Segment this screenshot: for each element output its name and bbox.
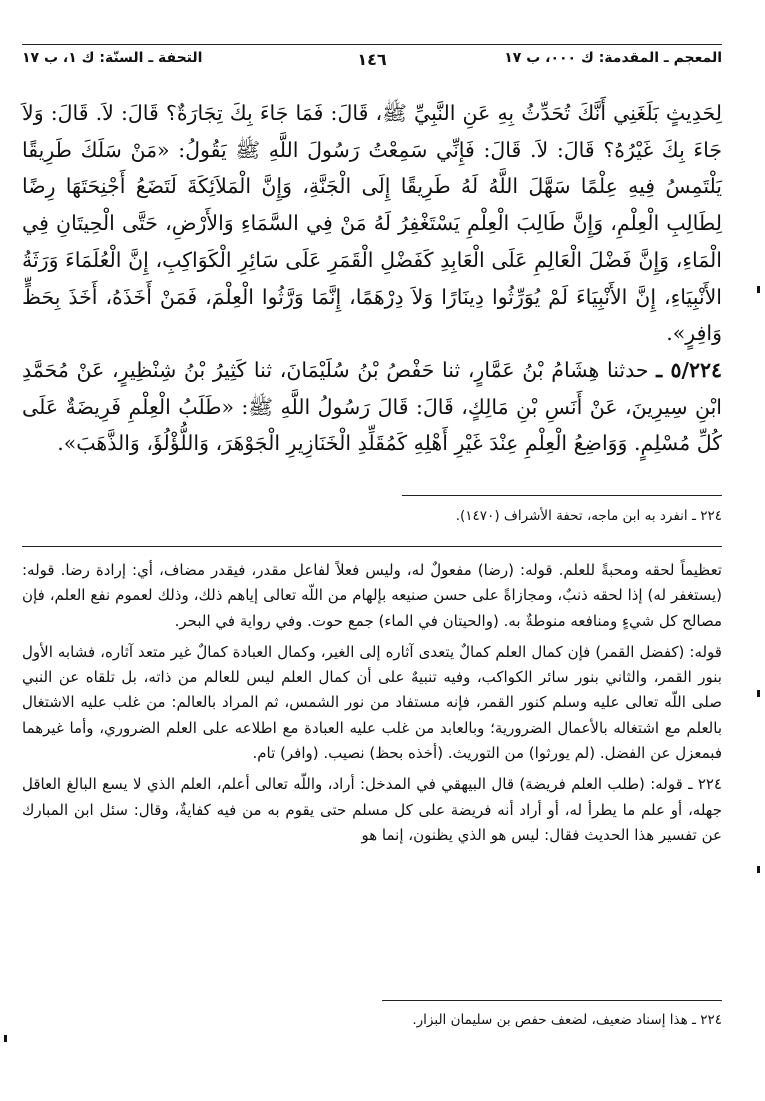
header-reference-right: المعجم ـ المقدمة: ك ٠٠٠، ب ١٧	[504, 50, 722, 66]
commentary-footnote-divider	[382, 1000, 722, 1001]
commentary-paragraph-2	[22, 640, 722, 766]
commentary-divider	[22, 546, 722, 547]
commentary-line: تعالى إياهم ذلك، وذلك لعموم نفع العلم، فإن مصالح كل شيءٍ ومنافعه منوطةٌ به. (والحيتان في	[22, 586, 722, 630]
hadith-paragraph-2-text: حدثنا هِشَامُ بْنُ عَمَّارٍ، ثنا حَفْصُ بْنُ سُلَيْمَانَ، ثنا كَثِيرُ بْنُ شِنْظِيرٍ، عَنْ مُحَمَّدِ ابْنِ سِيرِينَ، عَنْ أَنَسِ بْنِ مَالِكٍ، قَالَ: قَالَ رَسُولُ اللَّهِ ﷺ: «طَلَبُ الْعِلْمِ فَرِيضَةٌ عَلَى كُلِّ مُسْلِمٍ. وَوَاضِعُ الْعِلْمِ عِنْدَ غَيْرِ أَهْلِهِ كَمُقَلِّدِ الْخَنَازِيرِ الْجَوْهَرَ، وَاللُّؤْلُؤَ، وَالذَّهَبَ».	[22, 357, 722, 456]
scan-edge-mark	[4, 1035, 7, 1042]
scan-edge-mark	[757, 690, 760, 697]
commentary-line: للعالم من ذاته، بل تلقاه عن النبي صلى اللّه تعالى عليه وسلم كنور القمر، فإنه مستفاد من نور	[22, 668, 722, 712]
commentary-line: قوله: (كفضل القمر) فإن كمال العلم كمالٌ يتعدى آثاره إلى الغير، وكمال العبادة كمالٌ غير متعد	[138, 642, 722, 661]
page-number: ١٤٦	[357, 50, 387, 69]
hadith-footnote: ٢٢٤ ـ انفرد به ابن ماجه، تحفة الأشراف (١٤٧٠).	[455, 508, 722, 524]
commentary-line: آثاره، فشابه الأول بنور القمر، والثاني بنور سائر الكواكب، وفيه تنبيهٌ على أن كمال العلم ليس	[22, 642, 722, 687]
footnote-divider	[402, 495, 722, 496]
scan-edge-mark	[757, 286, 760, 293]
header-reference-left: التحفة ـ السنّة: ك ١، ب ١٧	[22, 50, 203, 66]
commentary-footnote: ٢٢٤ ـ هذا إسناد ضعيف، لضعف حفص بن سليمان البزار.	[412, 1012, 722, 1028]
commentary-line: لا يسع البالغ العاقل جهله، أو علم ما يطرأ له، أو أراد أنه فريضة على كل مسلم حتى يقوم به من	[22, 775, 722, 819]
commentary-line: فيه كفايةٌ، وقال: سئل ابن المبارك عن تفسير هذا الحديث فقال: ليس هو الذي يظنون، إنما هو	[22, 800, 722, 844]
commentary-line: الماء) جمع حوت. وفي رواية في البحر.	[174, 611, 414, 630]
commentary-line: الشمس، ثم المراد بالعالم: من غلب عليه الاشتغال بالعلم مع اشتغاله بالأعمال الضرورية؛	[22, 693, 722, 737]
commentary-line: وبالعابد من غلب عليه العبادة مع اطلاعه على العلم الضروري، وأما غيرهما فبمعزل عن الفضل.	[22, 718, 722, 763]
commentary-line: ٢٢٤ ـ قوله: (طلب العلم فريضة) قال البيهقي في المدخل: أراد، واللّه تعالى أعلم، العلم الذي	[146, 775, 722, 794]
commentary-line: تعظيماً لحقه ومحبةً للعلم. قوله: (رضا) مفعولٌ له، وليس فعلاً لفاعل مقدر، فيقدر مضاف،	[158, 561, 722, 579]
hadith-paragraph-2	[22, 352, 722, 462]
commentary-text	[22, 558, 722, 848]
commentary-line: أي: إرادة رضا. قوله: (يستغفر له) إذا لحقه ذنبٌ، ومجازاةً على حسن صنيعه بإلهام من اللّه	[22, 561, 722, 605]
commentary-paragraph-3	[22, 772, 722, 848]
scan-edge-mark	[757, 866, 760, 873]
hadith-paragraph-1: لِحَدِيثٍ بَلَغَنِي أَنَّكَ تُحَدِّثُ بِهِ عَنِ النَّبِيِّ ﷺ، قَالَ: فَمَا جَاءَ بِكَ تِجَارَةٌ؟ قَالَ: لاَ. قَالَ: وَلاَ جَاءَ بِكَ غَيْرُهُ؟ قَالَ: لاَ. قَالَ: فَإِنِّي سَمِعْتُ رَسُولَ اللَّهِ ﷺ يَقُولُ: «مَنْ سَلَكَ طَرِيقًا يَلْتَمِسُ فِيهِ عِلْمًا سَهَّلَ اللَّهُ لَهُ طَرِيقًا إِلَى الْجَنَّةِ، وَإِنَّ الْمَلاَئِكَةَ لَتَضَعُ أَجْنِحَتَهَا رِضًا لِطَالِبِ الْعِلْمِ، وَإِنَّ طَالِبَ الْعِلْمِ يَسْتَغْفِرُ لَهُ مَنْ فِي السَّمَاءِ وَالأَرْضِ، حَتَّى الْحِيتَانِ فِي الْمَاءِ، وَإِنَّ فَضْلَ الْعَالِمِ عَلَى الْعَابِدِ كَفَضْلِ الْقَمَرِ عَلَى سَائِرِ الْكَوَاكِبِ، إِنَّ الْعُلَمَاءَ وَرَثَةُ الأَنْبِيَاءِ، إِنَّ الأَنْبِيَاءَ لَمْ يُوَرِّثُوا دِينَارًا وَلاَ دِرْهَمًا، إِنَّمَا وَرَّثُوا الْعِلْمَ، فَمَنْ أَخَذَهُ، أَخَذَ بِحَظٍّ وَافِرٍ».	[22, 101, 722, 346]
header-divider	[22, 44, 722, 45]
book-page	[22, 0, 722, 1101]
commentary-paragraph-1	[22, 558, 722, 634]
hadith-number: ٥/٢٢٤ ـ	[656, 357, 722, 382]
page-header	[22, 40, 722, 80]
hadith-text	[22, 95, 722, 462]
commentary-line: (لم يورثوا) من التوريث. (أخذه بحظ) نصيب. (وافر) تام.	[252, 744, 596, 763]
